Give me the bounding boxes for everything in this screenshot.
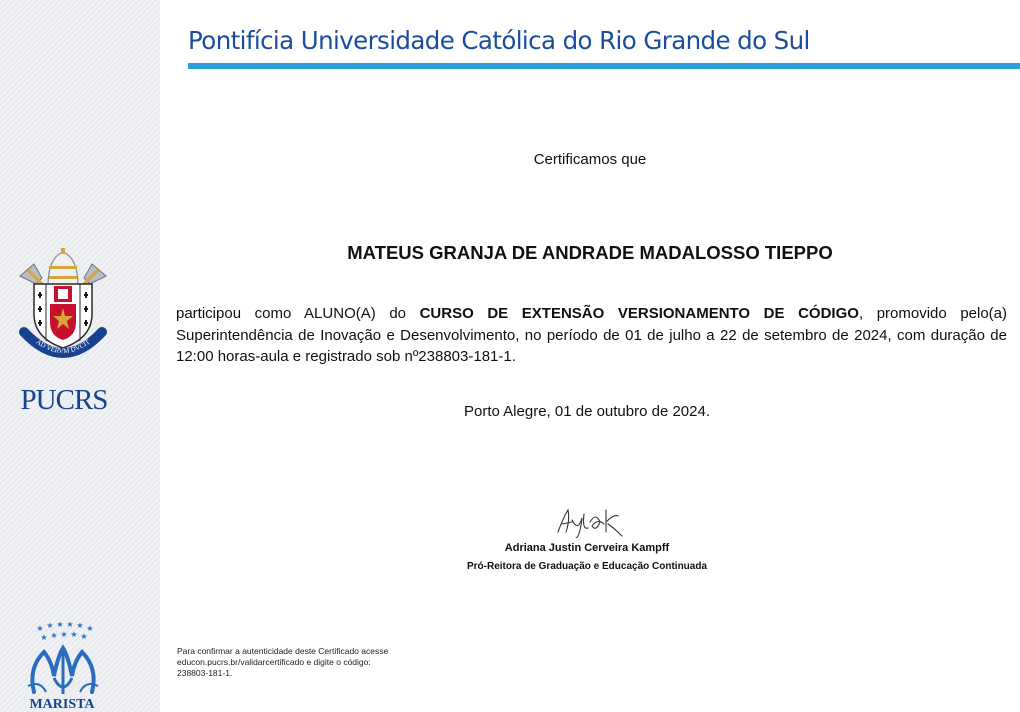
signer-role: Pró-Reitora de Graduação e Educação Continuada	[466, 561, 708, 572]
svg-text:★: ★	[86, 624, 94, 633]
crest-motto: AD VERVM DVCIT	[34, 337, 92, 356]
header-rule	[188, 63, 1020, 69]
verification-note	[177, 646, 441, 679]
marista-wordmark: MARISTA	[29, 697, 95, 712]
verification-url-line: educon.pucrs.br/validarcertificado e digite o código:	[177, 657, 371, 667]
sidebar-panel	[0, 0, 160, 712]
course-name: CURSO DE EXTENSÃO VERSIONAMENTO DE CÓDIGO	[419, 305, 859, 322]
body-prefix: participou como ALUNO(A) do	[176, 305, 420, 322]
svg-text:★: ★	[46, 622, 54, 630]
svg-text:★: ★	[50, 631, 58, 640]
body-suffix: , promovido pelo(a) Superintendência de Inovação e Desenvolvimento, no período de 01 de julho a 22 de setembro de 2024, com duração de 12:00 horas-aula e registrado sob nº238803-181-1.	[176, 305, 1008, 365]
certificate-body	[176, 303, 1007, 368]
marista-emblem-logo	[24, 622, 102, 698]
svg-text:★: ★	[56, 622, 64, 629]
pucrs-crest-logo	[16, 248, 110, 364]
university-title: Pontifícia Universidade Católica do Rio Grande do Sul	[188, 26, 810, 55]
handwritten-signature	[556, 502, 630, 538]
certificate-intro: Certificamos que	[533, 151, 647, 168]
svg-text:★: ★	[40, 633, 48, 642]
signer-name: Adriana Justin Cerveira Kampff	[504, 542, 670, 554]
verification-code: 238803-181-1.	[177, 668, 233, 678]
svg-text:★: ★	[66, 622, 74, 629]
svg-text:★: ★	[76, 622, 84, 630]
svg-text:★: ★	[80, 632, 88, 641]
recipient-name: MATEUS GRANJA DE ANDRADE MADALOSSO TIEPPO	[347, 242, 833, 263]
svg-text:★: ★	[36, 624, 44, 633]
place-and-date: Porto Alegre, 01 de outubro de 2024.	[463, 403, 711, 420]
svg-text:★: ★	[70, 630, 78, 639]
svg-text:★: ★	[60, 630, 68, 639]
pucrs-wordmark: PUCRS	[20, 384, 108, 416]
verification-line: Para confirmar a autenticidade deste Certificado acesse	[177, 646, 389, 656]
